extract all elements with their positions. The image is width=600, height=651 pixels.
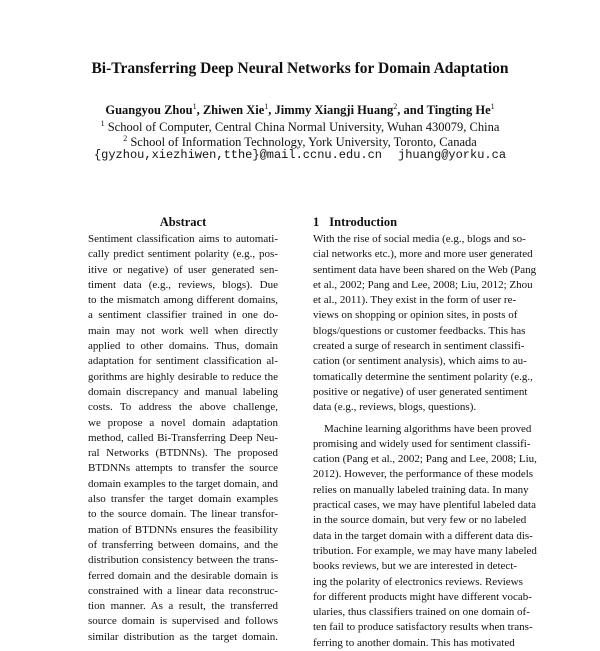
- text-line: for different products might have different vocab-: [313, 590, 532, 603]
- affiliation-mark: 2: [123, 134, 128, 143]
- text-line: Sentiment classification aims to automati-: [88, 233, 278, 245]
- text-line: cally predict sentiment polarity (e.g., pos-: [88, 248, 278, 261]
- text-line: 2012). However, the performance of these models: [313, 468, 534, 481]
- text-line: cation (or sentiment analysis), which aims to au-: [313, 355, 527, 368]
- text-line: distribution consistency between the trans-: [88, 554, 278, 567]
- text-line: data in the target domain with a different data dis-: [313, 529, 533, 542]
- text-line: we propose a novel domain adaptation: [88, 416, 278, 429]
- text-line: domain examples to the target domain, and: [88, 477, 278, 490]
- text-line: With the rise of social media (e.g., blogs and so-: [313, 233, 526, 245]
- text-line: ing the polarity of electronics reviews. Reviews: [313, 575, 523, 588]
- text-line: relies on manually labeled training data. In many: [313, 483, 529, 496]
- text-line: ral Networks (BTDNNs). The proposed: [88, 447, 278, 460]
- text-line: promising and widely used for sentiment classifi-: [313, 437, 531, 450]
- affiliation-text: School of Information Technology, York University, Toronto, Canada: [130, 135, 477, 150]
- affiliation-mark: 1: [100, 119, 105, 128]
- text-line: et al., 2002; Pang and Lee, 2008; Liu, 2012; Zhou: [313, 278, 533, 291]
- abstract-body: [88, 232, 278, 645]
- text-line: adaptation for sentiment classification al-: [88, 355, 278, 368]
- author-affiliation-mark: 1: [264, 102, 269, 111]
- affiliation-text: School of Computer, Central China Normal University, Wuhan 430079, China: [107, 120, 500, 135]
- text-line: sentiment data have been shared on the Web (Pang: [313, 263, 537, 276]
- affiliation-1: [0, 119, 600, 135]
- text-line: et al., 2011). They exist in the form of user re-: [313, 294, 517, 307]
- text-line: also transfer the target domain examples: [88, 493, 278, 506]
- text-line: BTDNNs attempts to transfer the source: [88, 462, 278, 475]
- text-line: views on shopping or opinion sites, in posts of: [313, 309, 518, 322]
- text-line: to the source domain. The linear transfor-: [88, 508, 278, 521]
- text-line: applied to other domains. Thus, domain: [88, 340, 278, 353]
- author-name: Jimmy Xiangji Huang: [274, 103, 394, 118]
- text-line: tribution. For example, we may have many labeled: [313, 544, 537, 557]
- text-line: ferred domain and the desirable domain is: [88, 569, 278, 582]
- text-line: ularies, thus classifiers trained on one domain of-: [313, 606, 530, 619]
- abstract-column: [88, 215, 278, 645]
- text-line: gorithms are highly desirable to reduce the: [88, 370, 278, 383]
- text-line: ten fail to produce satisfactory results when trans-: [313, 621, 533, 634]
- author-affiliation-mark: 2: [393, 102, 398, 111]
- text-line: of transferring between domains, and the: [88, 538, 278, 551]
- author-name: Guangyou Zhou: [105, 103, 193, 118]
- text-line: Machine learning algorithms have been proved: [324, 422, 532, 435]
- text-line: similar distribution as the target domain.: [88, 630, 278, 643]
- paper-title: Bi-Transferring Deep Neural Networks for Domain Adaptation: [91, 60, 509, 77]
- text-line: practical cases, we may have plentiful labeled data: [313, 499, 536, 512]
- text-line: cation (Pang et al., 2002; Pang and Lee, 2008; Liu,: [313, 453, 537, 466]
- text-line: method, called Bi-Transferring Deep Neu-: [88, 431, 278, 444]
- intro-paragraph-1: [313, 232, 537, 416]
- intro-paragraph-2: [313, 422, 537, 651]
- text-line: in the source domain, but very few or no labeled: [313, 514, 527, 527]
- author-affiliation-mark: 1: [192, 102, 197, 111]
- section-number: 1: [313, 215, 320, 229]
- text-line: domain discrepancy and manual labeling: [88, 385, 278, 398]
- author-list: Guangyou Zhou$^1$, Zhiwen Xie$^1$, Jimmy Xiangji Huang$^2$, and Tingting He$^1$: [105, 102, 495, 118]
- text-line: itive or negative) of user generated sen-: [88, 263, 278, 276]
- text-line: timent data (e.g., reviews, blogs). Due: [88, 278, 278, 291]
- author-name: Zhiwen Xie: [202, 103, 265, 118]
- section-heading: [313, 215, 503, 230]
- text-line: created a surge of research in sentiment classifi-: [313, 340, 525, 353]
- text-line: tomatically determine the sentiment polarity (e.g.,: [313, 370, 533, 383]
- author-name: and Tingting He: [403, 103, 491, 118]
- section-title: Introduction: [329, 215, 398, 229]
- text-line: to the mismatch among different domains,: [88, 294, 278, 307]
- text-line: main may not work well when directly: [88, 324, 278, 337]
- text-line: positive or negative) of user generated sentiment: [313, 385, 528, 398]
- text-line: data (e.g., reviews, blogs, questions).: [313, 401, 477, 414]
- text-line: ferring to another domain. This has motivated: [313, 636, 515, 649]
- abstract-heading: Abstract: [159, 215, 207, 229]
- text-line: tion manner. As a result, the transferred: [88, 600, 278, 613]
- email-address: {gyzhou,xiezhiwen,tthe}@mail.ccnu.edu.cn: [93, 148, 382, 162]
- introduction-column: [313, 215, 537, 651]
- email-address: jhuang@yorku.ca: [398, 148, 507, 162]
- email-line: [0, 148, 600, 162]
- text-line: cial networks etc.), more and more user generated: [313, 248, 533, 261]
- text-line: blogs/questions or customer feedbacks. This has: [313, 324, 526, 337]
- text-line: source domain is supervised and follows: [88, 615, 278, 628]
- text-line: constrained with a linear data reconstruc-: [88, 584, 278, 597]
- author-affiliation-mark: 1: [490, 102, 495, 111]
- text-line: costs. To address the above challenge,: [88, 401, 278, 414]
- text-line: mation of BTDNNs ensures the feasibility: [88, 523, 278, 536]
- text-line: a sentiment classifier trained in one do-: [88, 309, 278, 322]
- text-line: books reviews, but we are interested in detect-: [313, 560, 518, 573]
